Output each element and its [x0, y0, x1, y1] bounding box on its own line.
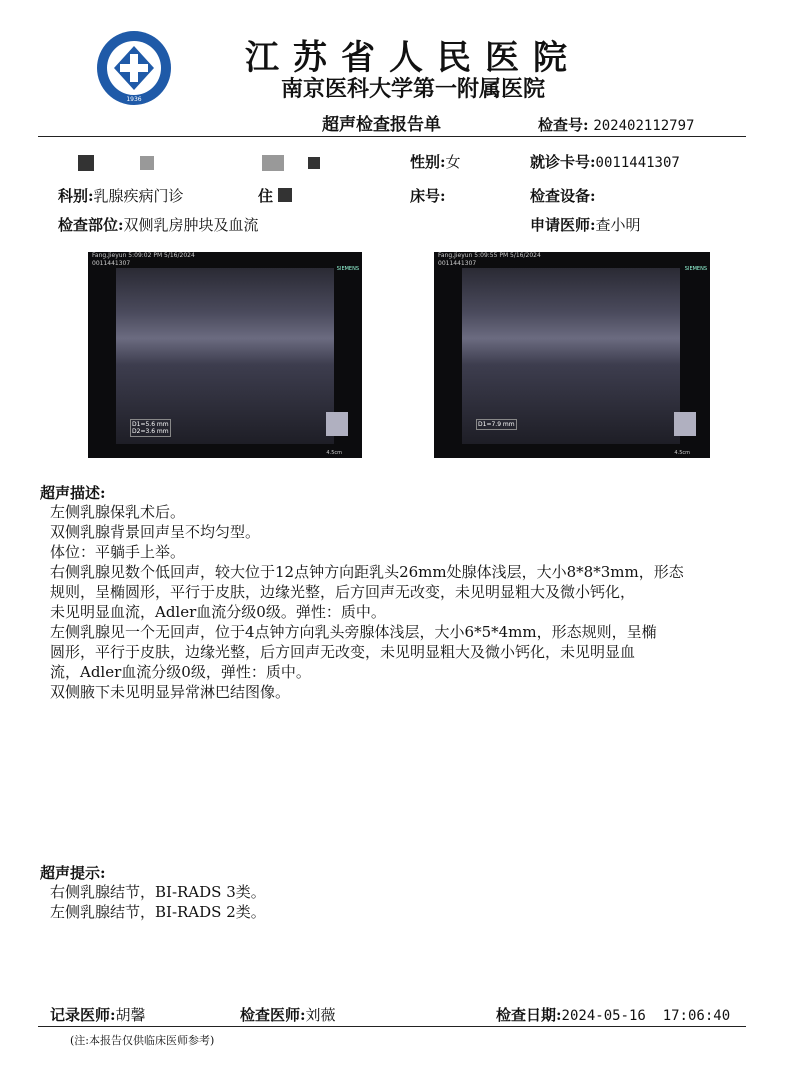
gender-field: 性别:女: [410, 153, 461, 171]
description-line: 流，Adler血流分级0级，弹性：质中。: [50, 663, 311, 681]
redacted-name-block: [140, 156, 154, 170]
description-line: 双侧乳腺背景回声呈不均匀型。: [50, 523, 261, 541]
hospital-name: 江苏省人民医院: [245, 38, 581, 78]
image-header: Fang,Jieyun 5:09:02 PM 5/16/2024: [92, 252, 195, 259]
ultrasound-image-2: [434, 252, 710, 458]
exam-date-field: 检查日期:2024-05-16 17:06:40: [496, 1006, 731, 1024]
redacted-ward-block: [278, 188, 292, 202]
description-line: 左侧乳腺保乳术后。: [50, 503, 186, 521]
device-field: 检查设备:: [530, 187, 596, 205]
report-title: 超声检查报告单: [322, 115, 441, 135]
exam-number: 检查号: 202402112797: [538, 116, 695, 134]
hospital-subname: 南京医科大学第一附属医院: [280, 76, 545, 102]
image-id: 0011441307: [438, 260, 477, 267]
conclusion-line: 右侧乳腺结节，BI-RADS 3类。: [50, 883, 266, 901]
brand-label: SIEMENS: [684, 266, 707, 272]
conclusion-title: 超声提示:: [40, 864, 106, 882]
depth-label: 4.5cm: [674, 450, 690, 456]
card-number-field: 就诊卡号:0011441307: [530, 153, 680, 171]
header-divider: [38, 136, 746, 137]
description-line: 双侧腋下未见明显异常淋巴结图像。: [50, 683, 291, 701]
image-id: 0011441307: [92, 260, 131, 267]
measurement-readout: D1=5.6 mm D2=3.6 mm: [132, 421, 169, 435]
requesting-doctor-field: 申请医师:查小明: [530, 216, 641, 234]
department-field: 科别:乳腺疾病门诊: [58, 187, 184, 205]
redacted-name-block: [262, 155, 284, 171]
probe-marker-icon: [674, 412, 696, 436]
description-line: 规则，呈椭圆形，平行于皮肤，边缘光整，后方回声无改变，未见明显粗大及微小钙化，: [50, 583, 636, 601]
description-body: [50, 502, 684, 702]
bed-field: 床号:: [410, 187, 446, 205]
description-line: 体位：平躺手上举。: [50, 543, 186, 561]
redacted-name-block: [78, 155, 94, 171]
brand-label: SIEMENS: [336, 266, 359, 272]
redacted-name-block: [308, 157, 320, 169]
image-header: Fang,Jieyun 5:09:55 PM 5/16/2024: [438, 252, 541, 259]
description-line: 未见明显血流，Adler血流分级0级。弹性：质中。: [50, 603, 386, 621]
description-line: 圆形，平行于皮肤，边缘光整，后方回声无改变，未见明显粗大及微小钙化，未见明显血: [50, 643, 636, 661]
disclaimer-note: (注:本报告仅供临床医师参考): [70, 1034, 215, 1047]
probe-marker-icon: [326, 412, 348, 436]
exam-site-field: 检查部位:双侧乳房肿块及血流: [58, 216, 259, 234]
recorder-field: 记录医师:胡馨: [50, 1006, 146, 1024]
conclusion-body: [50, 882, 266, 922]
description-line: 左侧乳腺见一个无回声，位于4点钟方向乳头旁腺体浅层，大小6*5*4mm，形态规则，呈椭: [50, 623, 657, 641]
measurement-readout: D1=7.9 mm: [478, 421, 515, 428]
examiner-field: 检查医师:刘薇: [240, 1006, 336, 1024]
ward-field: 住: [258, 187, 274, 205]
footer-divider: [38, 1026, 746, 1027]
ultrasound-image-1: [88, 252, 362, 458]
description-line: 右侧乳腺见数个低回声，较大位于12点钟方向距乳头26mm处腺体浅层，大小8*8*3mm，形态: [50, 563, 684, 581]
conclusion-line: 左侧乳腺结节，BI-RADS 2类。: [50, 903, 266, 921]
depth-label: 4.5cm: [326, 450, 342, 456]
description-title: 超声描述:: [40, 484, 106, 502]
svg-text:1936: 1936: [126, 96, 142, 103]
